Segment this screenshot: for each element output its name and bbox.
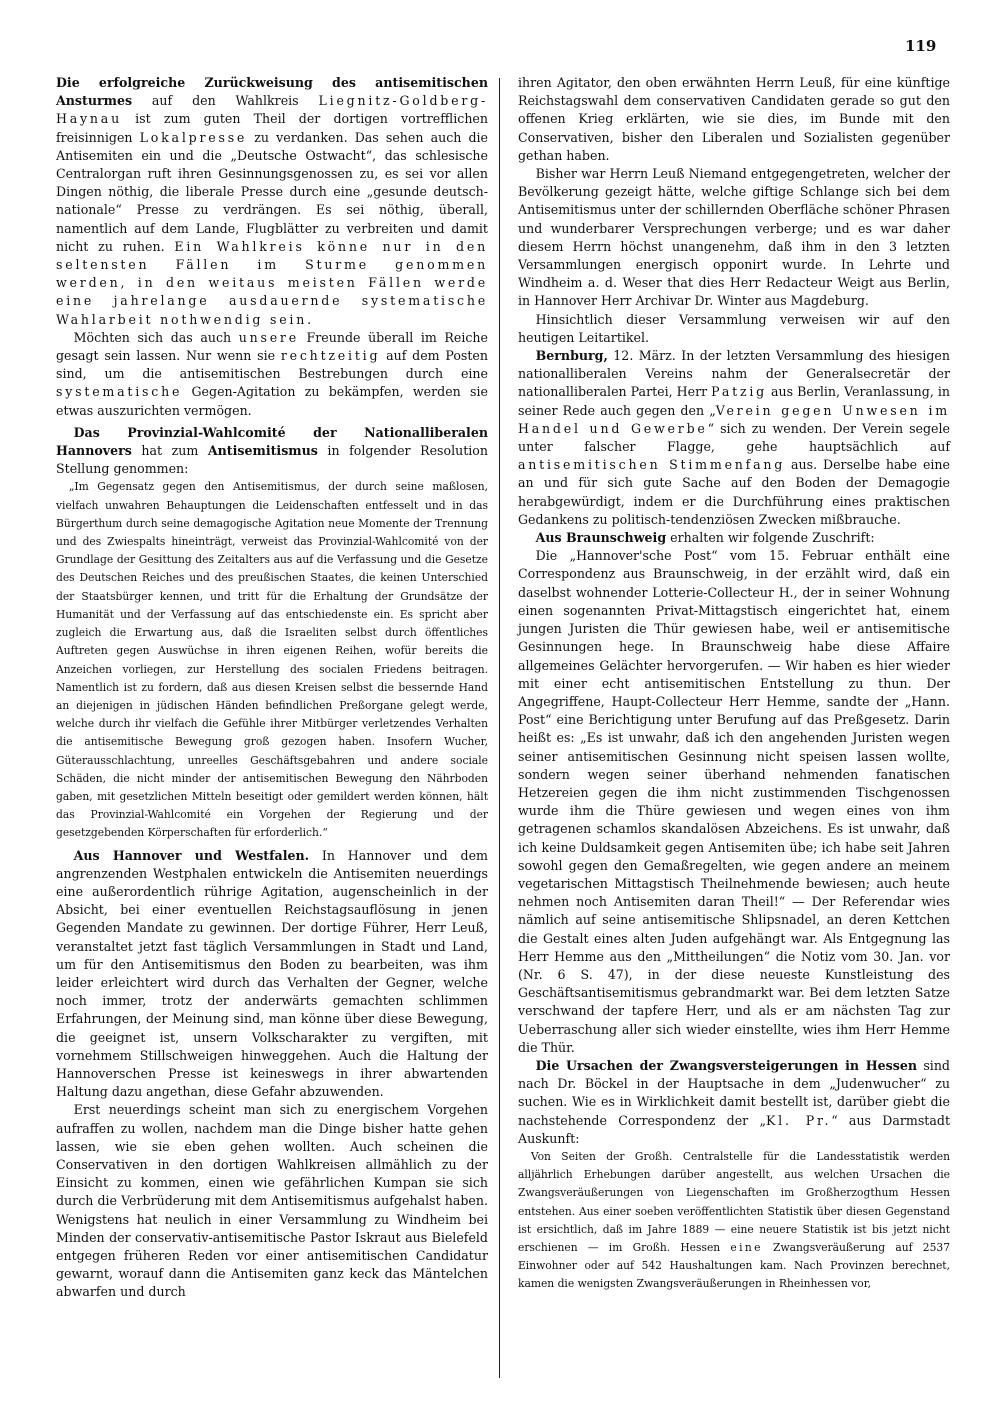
text: auf den Wahlkreis: [132, 93, 319, 109]
spaced-text: Kl. Pr.: [766, 1112, 832, 1128]
quote-text: „Im Gegensatz gegen den Antisemitismus, der durch seine maßlosen, vielfach unwahren Behauptungen die Leidenschaften entfesselt und in das Bürgerthum durch seine demagogische Agitation neue Momente der Trennung und des Zwiespalts hineinträgt, verweist das Provinzial-Wahlcomité von der Grundlage der Gesittung des Zeitalters aus auf die Verfassung und die Gesetze des Deutschen Reiches und des preußischen Staates, die keinen Unterschied der Staatsbürger kennen, und tritt für die Erhaltung der Grundsätze der Humanität und der Verfassung auf das entschiedenste ein. Es spricht aber zugleich die Erwartung aus, daß die Israeliten selbst durch öffentliches Auftreten gegen Auswüchse in ihren eigenen Reihen, wofür bereits die Anzeichen vorliegen, zur Herstellung des socialen Friedens beitragen. Namentlich ist zu fordern, daß aus diesen Kreisen selbst die bessernde Hand an diejenigen in jüdischen Händen befindlichen Preßorgane gelegt werde, welche durch ihr vielfach die Gefühle ihrer Mitbürger verletzendes Verhalten die antisemitische Bewegung groß gezogen haben. Insofern Wucher, Güterausschlachtung, unreelles Geschäftsgebahren und andere sociale Schäden, die nicht minder der antisemitischen Bewegung den Nährboden gaben, mit gesetzlichen Mitteln beseitigt oder gemildert werden können, hält das Provinzial-Wahlcomité ein Vorgehen der Regierung und der gesetzgebenden Körperschaften für erforderlich.“: [56, 480, 488, 840]
text: Gegen-Agitation zu bekämpfen, werden sie etwas auszurichten vermögen.: [56, 384, 488, 418]
spaced-text: Patzig: [711, 384, 767, 400]
text: Möchten sich das auch: [73, 329, 239, 345]
text: in folgender Resolution Stellung genommen:: [56, 443, 488, 477]
text: hat zum: [131, 443, 208, 459]
spaced-text: eine: [730, 1241, 763, 1254]
spaced-text: antisemitischen Stimmenfang: [518, 457, 786, 473]
text: aus Berlin, Veranlassung, in seiner Rede auch gegen den „: [518, 384, 950, 418]
text: Freunde überall im Reiche gesagt sein lassen. Nur wenn sie: [56, 329, 488, 364]
spaced-text: unsere: [238, 329, 299, 345]
text: aus. Derselbe habe eine an und für sich gute Sache auf den Boden der Demagogie herabgewürdigt, indem er die Durchführung eines praktischen Gedankens zu politisch-tendenziösen Zwecken mißbrauche.: [518, 457, 950, 527]
text: “ sich zu wenden. Der Verein segele unter falscher Flagge, gehe hauptsächlich auf: [518, 420, 950, 455]
article-hannover-westfalen: [56, 847, 488, 1102]
text: auf dem Posten sind, um die antisemitischen Bestrebungen durch eine: [56, 348, 488, 382]
paragraph: Bisher war Herrn Leuß Niemand entgegengetreten, welcher der Bevölkerung gezeigt hätte, welche giftige Schlange sich bei dem Antisemitismus unter der schillernden Oberfläche schöner Phrasen und wunderbarer Versprechungen verberge; und es war daher diesem Herrn höchst unangenehm, daß ihm in den 3 letzten Versammlungen energisch opponirt wurde. In Lehrte und Windheim a. d. Weser that dies Herr Redacteur Weigt aus Berlin, in Hannover Herr Archivar Dr. Winter aus Magdeburg.: [518, 166, 950, 309]
text: erhalten wir folgende Zuschrift:: [666, 530, 875, 546]
paragraph: Hinsichtlich dieser Versammlung verweisen wir auf den heutigen Leitartikel.: [518, 311, 950, 345]
paragraph: ihren Agitator, den oben erwähnten Herrn Leuß, für eine künftige Reichstagswahl dem conservativen Candidaten gerade so gut den offenen Krieg erklärten, wie sie dies, im Bunde mit den Conservativen, bisher den Liberalen und Sozialisten gegenüber gethan haben.: [518, 75, 950, 163]
page-number: 119: [905, 37, 937, 55]
resolution-quote: [56, 478, 488, 842]
text: 12. März. In der letzten Versammlung des hiesigen nationalliberalen Vereins nahm der Generalsecretär der nationalliberalen Partei, Herr: [518, 348, 950, 400]
text: sind nach Dr. Böckel in der Hauptsache in dem „Judenwucher“ zu suchen. Wie es in Wirklichkeit damit bestellt ist, darüber giebt die nachstehende Correspondenz der „: [518, 1057, 950, 1128]
text: “ aus Darmstadt Auskunft:: [518, 1112, 951, 1146]
article-braunschweig: [518, 529, 950, 547]
article-heading: Die erfolgreiche Zurückweisung des antisemitischen Ansturmes: [56, 75, 488, 109]
article-hessen: [518, 1057, 950, 1148]
spaced-text: Lokalpresse: [139, 129, 248, 145]
spaced-text: Verein gegen Unwesen im Handel und Gewerbe: [518, 402, 950, 436]
article-heading: Aus Braunschweig: [535, 530, 667, 546]
article-hannover-resolution: [56, 424, 488, 479]
article-heading: Antisemitismus: [207, 443, 318, 459]
quote-text: [518, 1148, 950, 1294]
article-heading: Aus Hannover und Westfalen.: [73, 847, 310, 863]
text: Zwangsveräußerung auf 2537 Einwohner oder auf 542 Haushaltungen kam. Nach Provinzen berechnet, kamen die wenigsten Zwangsveräußerungen in Rheinhessen vor,: [518, 1241, 951, 1291]
article-heading: Bernburg,: [535, 348, 608, 364]
article-liegnitz: [56, 74, 488, 329]
statistics-quote: [518, 1148, 950, 1294]
right-column: [518, 74, 950, 1294]
paragraph: [56, 329, 488, 420]
column-divider: [499, 78, 500, 1378]
article-bernburg: [518, 347, 950, 529]
spaced-text: rechtzeitig: [280, 348, 381, 364]
spaced-text: Liegnitz-Goldberg-Haynau: [56, 93, 488, 127]
text: ist zum guten Theil der dortigen vortrefflichen freisinnigen: [56, 111, 488, 145]
text: In Hannover und dem angrenzenden Westphalen entwickeln die Antisemiten neuerdings eine außerordentlich rührige Agitation, augenscheinlich in der Absicht, bei einer eventuellen Reichstagsauflösung in jenen Gegenden Mandate zu gewinnen. Der dortige Führer, Herr Leuß, veranstaltet jetzt fast täglich Versammlungen in Stadt und Land, um für den Antisemitismus den Boden zu bearbeiten, was ihm leider erleichtert wird durch das Verhalten der Gegner, welche noch immer, trotz der anderwärts gemachten schlimmen Erfahrungen, der Meinung sind, man könne über diese Bewegung, die geeignet ist, unsern Volkscharakter zu vergiften, mit vornehmem Stillschweigen hinweggehen. Auch die Haltung der Hannoverschen Presse ist keineswegs in ihrer abwartenden Haltung dazu angethan, diese Gefahr abzuwenden.: [56, 847, 488, 1100]
article-heading: Das Provinzial-Wahlcomité der Nationalliberalen Hannovers: [56, 424, 488, 459]
spaced-text: Ein Wahlkreis könne nur in den seltensten Fällen im Sturme genommen werden, in den weitaus meisten Fällen werde eine jahrelange ausdauernde systematische Wahlarbeit nothwendig sein.: [56, 238, 488, 327]
paragraph: Die „Hannover'sche Post“ vom 15. Februar enthält eine Correspondenz aus Braunschweig, in der erzählt wird, daß ein daselbst wohnender Lotterie-Collecteur H., der in seiner Wohnung einen sogenannten Privat-Mittagstisch eingerichtet hat, einem jungen Juristen die Thür gewiesen habe, weil er antisemitische Gesinnungen hege. In Braunschweig habe diese Affaire allgemeines Gelächter hervorgerufen. — Wir haben es hier wieder mit einer echt antisemitischen Entstellung zu thun. Der Angegriffene, Haupt-Collecteur Herr Hemme, sandte der „Hann. Post“ eine Berichtigung unter Berufung auf das Preßgesetz. Darin heißt es: „Es ist unwahr, daß ich den angehenden Juristen wegen seiner antisemitischen Gesinnung nicht speisen lassen wollte, sondern wegen seiner überhand nehmenden fanatischen Hetzereien gegen die ihm nicht zustimmenden Tischgenossen wurde ihm die Thüre gewiesen und wegen eines von ihm getragenen schamlos skandalösen Abzeichens. Es ist unwahr, daß ich keine Duldsamkeit gegen Antisemiten übe; ich habe seit Jahren sowohl gegen den Gemaßregelten, wie gegen andere an meinem vegetarischen Mittagstisch Theilnehmende bewiesen; auch heute nehmen noch Antisemiten daran Theil!“ — Der Referendar wies nämlich auf seine antisemitische Shlipsnadel, an deren Kettchen die Gestalt eines alten Juden aufgehängt war. Als Entgegnung las Herr Hemme aus den „Mittheilungen“ die Notiz vom 30. Jan. vor (Nr. 6 S. 47), in der diese neueste Kunstleistung des Geschäftsantisemitismus gebrandmarkt war. Bei dem letzten Satze verschwand der tapfere Herr, und als er am nächsten Tag zur Ueberraschung aller sich wieder einstellte, wies ihm Herr Hemme die Thür.: [518, 548, 950, 1055]
left-column: [56, 74, 488, 1302]
spaced-text: systematische: [56, 384, 183, 400]
paragraph: Erst neuerdings scheint man sich zu energischem Vorgehen aufraffen zu wollen, nachdem man die Dinge bisher hatte gehen lassen, wie sie eben gehen wollten. Auch scheinen die Conservativen in den dortigen Wahlkreisen allmählich zu der Einsicht zu kommen, einen wie gefährlichen Kumpan sie sich durch die Verbrüderung mit dem Antisemitismus aufgehalst haben. Wenigstens hat neulich in einer Versammlung zu Windheim bei Minden der conservativ-antisemitische Pastor Iskraut aus Bielefeld entgegen früheren Reden vor einer antisemitischen Candidatur gewarnt, worauf dann die Antisemiten ganz keck das Mäntelchen abwarfen und durch: [56, 1102, 488, 1300]
text: zu verdanken. Das sehen auch die Antisemiten ein und die „Deutsche Ostwacht“, das schlesische Centralorgan ruft ihren Gesinnungsgenossen zu, es sei vor allen Dingen nöthig, die liberale Presse durch eine „gesunde deutsch-nationale“ Presse zu verdrängen. Es sei nöthig, überall, namentlich auf dem Lande, Flugblätter zu verbreiten und damit nicht zu ruhen.: [56, 129, 489, 254]
text: Von Seiten der Großh. Centralstelle für die Landesstatistik werden alljährlich Erhebungen darüber angestellt, aus welchen Ursachen die Zwangsveräußerungen von Liegenschaften im Großherzogthum Hessen entstehen. Aus einer soeben veröffentlichten Statistik über diesen Gegenstand ist ersichtlich, daß im Jahre 1889 — eine neuere Statistik ist bis jetzt nicht erschienen — im Großh. Hessen: [518, 1149, 950, 1254]
article-heading: Die Ursachen der Zwangsversteigerungen in Hessen: [535, 1057, 918, 1073]
